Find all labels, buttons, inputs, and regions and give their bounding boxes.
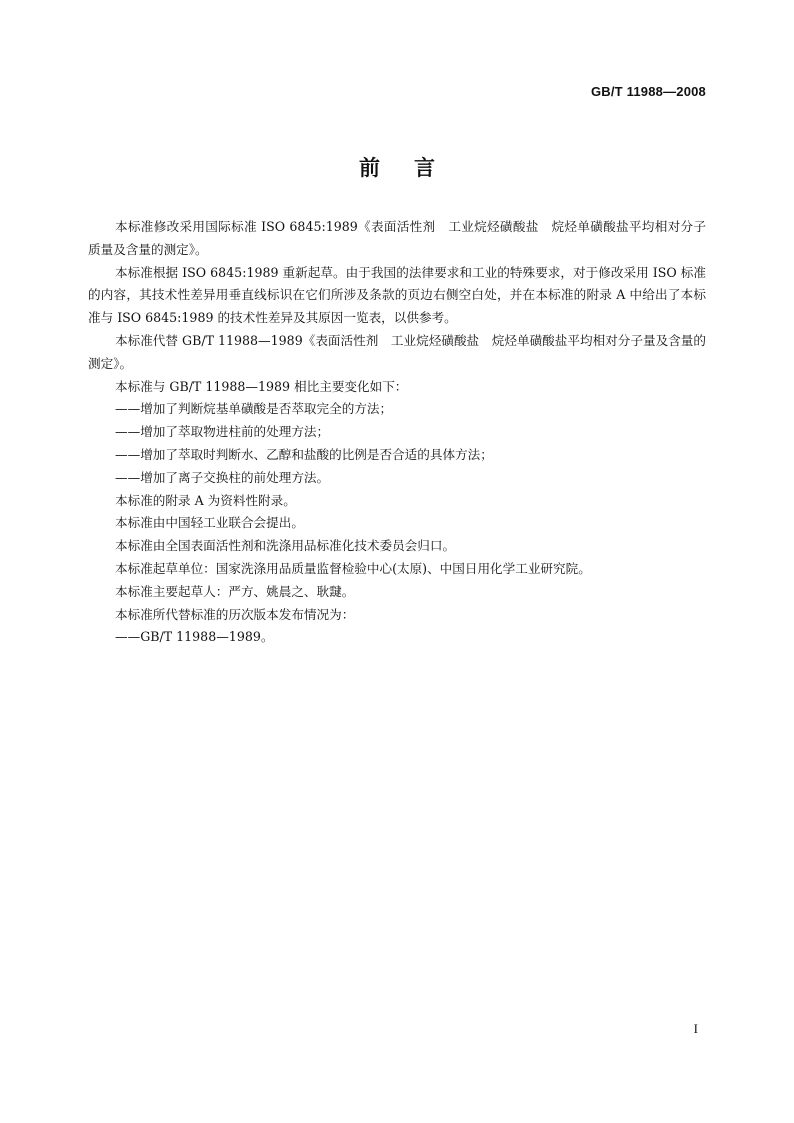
paragraph: 本标准由全国表面活性剂和洗涤用品标准化技术委员会归口。 [115, 538, 456, 554]
foreword-body [88, 216, 706, 649]
paragraph: 本标准所代替标准的历次版本发布情况为： [115, 606, 355, 622]
paragraph: 本标准的附录 A 为资料性附录。 [115, 492, 296, 508]
paragraph: 本标准由中国轻工业联合会提出。 [115, 515, 304, 531]
list-item: ——增加了离子交换柱的前处理方法。 [115, 469, 330, 485]
paragraph: 本标准与 GB/T 11988—1989 相比主要变化如下： [115, 378, 408, 394]
paragraph: 本标准代替 GB/T 11988—1989《表面活性剂 工业烷烃磺酸盐 烷烃单磺酸盐平均相对分子量及含量的测定》。 [88, 332, 706, 371]
paragraph: 本标准修改采用国际标准 ISO 6845:1989《表面活性剂 工业烷烃磺酸盐 烷烃单磺酸盐平均相对分子质量及含量的测定》。 [88, 219, 706, 257]
list-item: ——增加了萃取物进柱前的处理方法； [115, 424, 330, 440]
list-item: ——增加了判断烷基单磺酸是否萃取完全的方法； [115, 401, 393, 417]
paragraph: 本标准主要起草人：严方、姚晨之、耿靆。 [115, 583, 355, 599]
paragraph: 本标准根据 ISO 6845:1989 重新起草。由于我国的法律要求和工业的特殊要求，对于修改采用 ISO 标准的内容，其技术性差异用垂直线标识在它们所涉及条款的页边右侧空白处，并在本标准的附录 A 中给出了本标准与 ISO 6845:1989 的技术性差异及其原因一览表，以供参考。 [88, 264, 706, 326]
paragraph: 本标准起草单位：国家洗涤用品质量监督检验中心(太原)、中国日用化学工业研究院。 [115, 560, 591, 576]
page-title: 前言 [359, 156, 469, 180]
page-number: I [693, 1021, 698, 1036]
list-item: ——GB/T 11988—1989。 [115, 629, 274, 645]
list-item: ——增加了萃取时判断水、乙醇和盐酸的比例是否合适的具体方法； [115, 446, 493, 462]
standard-code: GB/T 11988—2008 [590, 84, 706, 99]
